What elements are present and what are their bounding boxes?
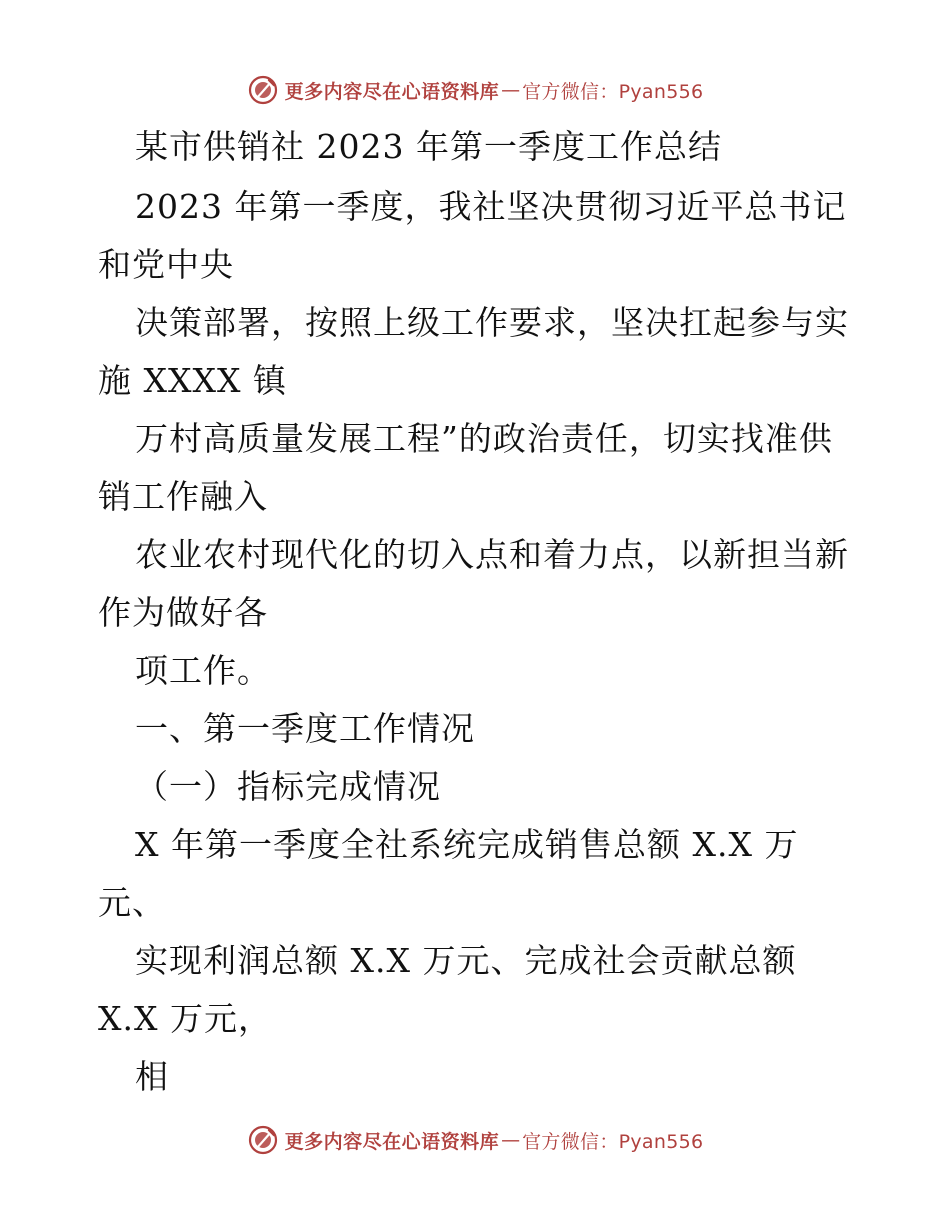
watermark-banner-bottom <box>0 1120 950 1160</box>
paragraph-line: 项工作。 <box>135 651 271 690</box>
paragraph-line: 决策部署，按照上级工作要求，坚决扛起参与实 <box>135 303 849 342</box>
paragraph-line: 万村高质量发展工程”的政治责任，切实找准供 <box>135 419 833 458</box>
paragraph-line: 农业农村现代化的切入点和着力点，以新担当新 <box>135 535 849 574</box>
document-body <box>98 118 858 1106</box>
document-title: 某市供销社 2023 年第一季度工作总结 <box>135 127 722 166</box>
paragraph-line: 相 <box>135 1057 169 1096</box>
section-heading: 一、第一季度工作情况 <box>135 709 475 748</box>
paragraph-line: 销工作融入 <box>98 477 268 516</box>
watermark-brand: 更多内容尽在心语资料库 <box>284 1130 500 1153</box>
paragraph-line: 作为做好各 <box>98 593 268 632</box>
paragraph-line: 和党中央 <box>98 245 234 284</box>
paragraph-line: 实现利润总额 X.X 万元、完成社会贡献总额 <box>135 941 797 980</box>
pen-seal-icon <box>247 1124 279 1156</box>
pen-seal-icon <box>247 74 279 106</box>
paragraph-line: X 年第一季度全社系统完成销售总额 X.X 万 <box>135 825 799 864</box>
watermark-contact: 官方微信：Pyan556 <box>522 80 704 103</box>
watermark-brand: 更多内容尽在心语资料库 <box>284 80 500 103</box>
watermark-banner-top <box>0 70 950 110</box>
watermark-separator: — <box>501 79 521 101</box>
paragraph-line: 2023 年第一季度，我社坚决贯彻习近平总书记 <box>135 187 847 226</box>
paragraph-line: X.X 万元， <box>98 999 272 1038</box>
subsection-heading: （一）指标完成情况 <box>135 767 441 806</box>
paragraph-line: 施 XXXX 镇 <box>98 361 287 400</box>
paragraph-line: 元、 <box>98 883 166 922</box>
watermark-separator: — <box>501 1129 521 1151</box>
watermark-contact: 官方微信：Pyan556 <box>522 1130 704 1153</box>
